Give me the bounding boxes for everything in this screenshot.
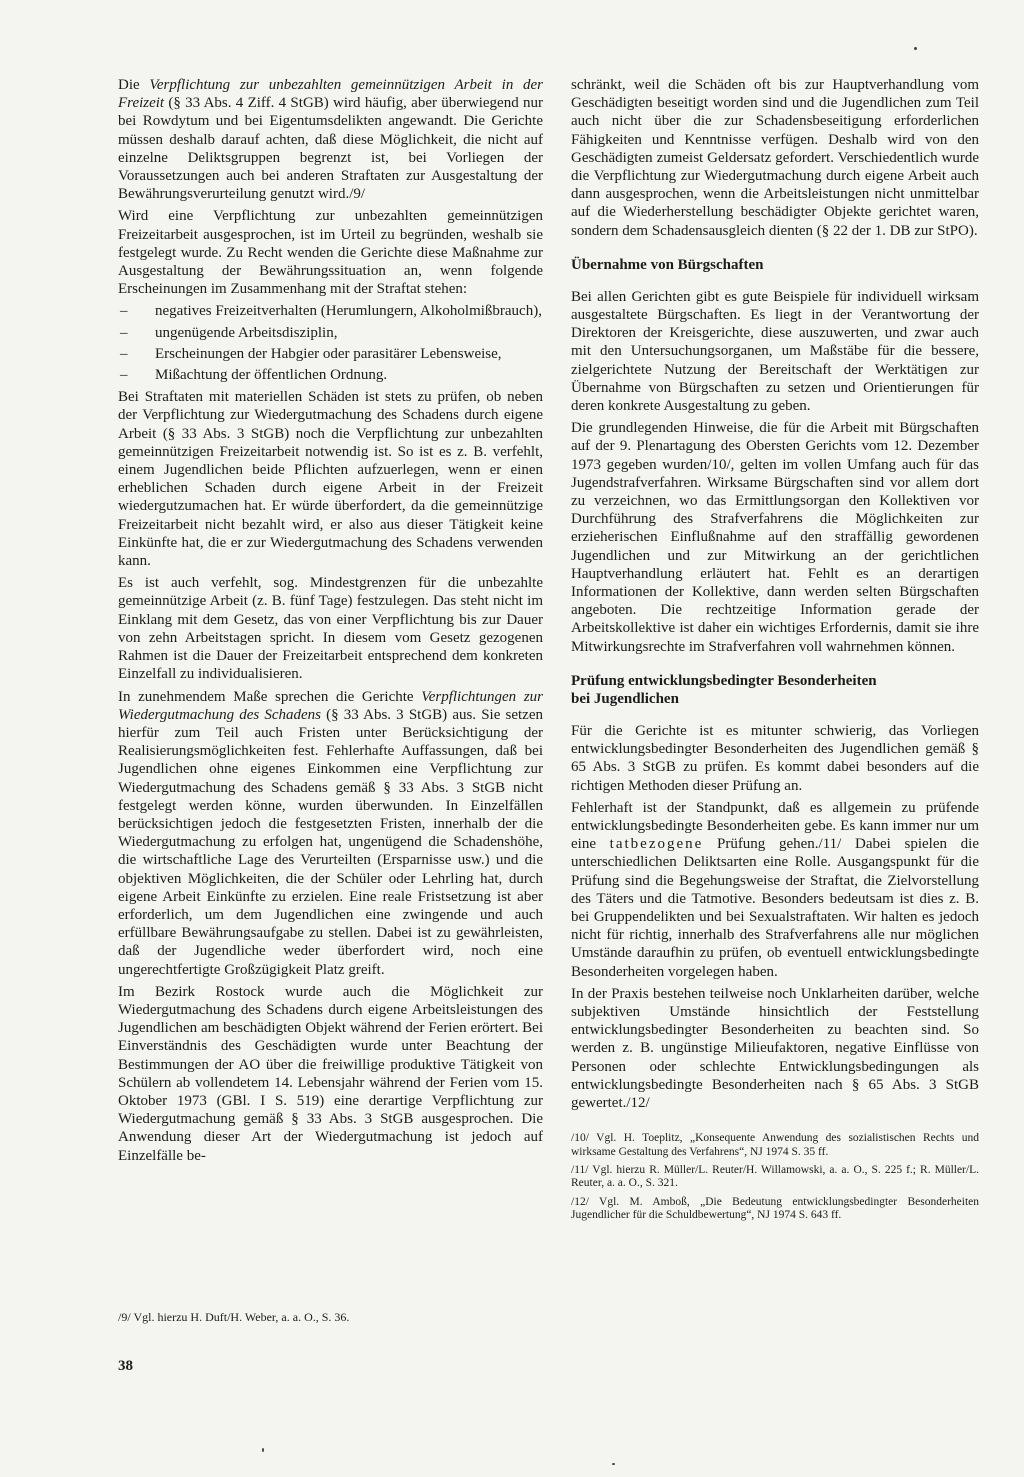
paragraph: Für die Gerichte ist es mitunter schwierig, das Vorliegen entwicklungsbedingter Besonderheiten des Jugendlichen gemäß § 65 Abs. 3 StGB zu prüfen. Es kommt dabei besonders auf die richtigen Methoden dieser Prüfung an. <box>571 722 979 794</box>
paragraph: Die Verpflichtung zur unbezahlten gemeinnützigen Arbeit in der Freizeit (§ 33 Abs. 4 Ziff. 4 StGB) wird häufig, aber überwiegend nur bei Rowdytum und bei Eigentumsdelikten angewandt. Die Gerichte müssen deshalb darauf achten, daß diese Möglichkeit, die nicht auf einzelne Deliktsgruppen begrenzt ist, bei Vorliegen der Voraussetzungen auch bei anderen Straftaten zur Ausgestaltung der Bewährungsverurteilung genutzt wird./9/ <box>118 77 543 203</box>
list-item: – Erscheinungen der Habgier oder parasitärer Lebensweise, <box>120 345 502 362</box>
paragraph: Bei allen Gerichten gibt es gute Beispiele für individuell wirksam ausgestaltete Bürgschaften. Es liegt in der Verantwortung der Direktoren der Kreisgerichte, diese auszuwerten, und zwar auch mit den Untersuchungsorganen, um Maßstäbe für die bessere, zielgerichtete Nutzung der Bereitschaft der Werktätigen zur Übernahme von Bürgschaften zu setzen und Orientierungen für deren konkrete Ausgestaltung zu geben. <box>571 288 979 415</box>
paragraph: Es ist auch verfehlt, sog. Mindestgrenzen für die unbezahlte gemeinnützige Arbeit (z. B. fünf Tage) festzulegen. Das steht nicht im Einklang mit dem Gesetz, das von einer Verpflichtung bis zur Dauer von zehn Arbeitstagen spricht. In diesem vom Gesetz gezogenen Rahmen ist die Dauer der Freizeitarbeit entsprechend dem konkreten Einzelfall zu individualisieren. <box>118 575 543 683</box>
footnote-11: /11/ Vgl. hierzu R. Müller/L. Reuter/H. Willamowski, a. a. O., S. 225 f.; R. Müller/L. Reuter, a. a. O., S. 321. <box>571 1163 979 1190</box>
left-column <box>118 76 543 1169</box>
paragraph: schränkt, weil die Schäden oft bis zur Hauptverhandlung vom Geschädigten beseitigt worden sind und die Jugendlichen zum Teil auch nicht über die zur Schadensbeseitigung erforderlichen Fähigkeiten und Kenntnisse verfügen. Deshalb wird von den Geschädigten zumeist Geldersatz gefordert. Verschiedentlich wurde die Verpflichtung zur Wiedergutmachung durch eigene Arbeit auch dann ausgesprochen, wenn die Arbeitsleistungen nicht unmittelbar auf die Wiederherstellung beschädigter Objekte gerichtet waren, sondern dem Schadensausgleich dienten (§ 22 der 1. DB zur StPO). <box>571 77 979 239</box>
paragraph: Bei Straftaten mit materiellen Schäden ist stets zu prüfen, ob neben der Verpflichtung zur Wiedergutmachung des Schadens durch eigene Arbeit (§ 33 Abs. 3 StGB) noch die Verpflichtung zur unbezahlten gemeinnützigen Freizeitarbeit notwendig ist. So ist es z. B. verfehlt, einem Jugendlichen beide Pflichten aufzuerlegen, wenn er einen erheblichen Schaden durch eigene Arbeit in der Freizeit wiedergutzumachen hat. Er würde überfordert, da die gemeinnützige Freizeitarbeit nicht bezahlt wird, er also aus dieser Tätigkeit keine Einkünfte hat, die er zur Wiedergutmachung des Schadens verwenden kann. <box>118 389 543 570</box>
footnote-10: /10/ Vgl. H. Toeplitz, „Konsequente Anwendung des sozialistischen Rechts und wirksame Gestaltung des Verfahrens“, NJ 1974 S. 35 ff. <box>571 1132 979 1158</box>
scan-speck <box>262 1448 264 1452</box>
emphasis-text: Verpflichtung zur unbezahlten gemeinnützigen Arbeit in der Freizeit <box>118 77 543 112</box>
scan-speck <box>612 1463 615 1465</box>
dash-bullet: – <box>120 324 128 341</box>
page-number: 38 <box>118 1358 133 1374</box>
emphasis-text: Verpflichtungen zur Wiedergutmachung des Schadens <box>118 688 543 723</box>
paragraph: Die grundlegenden Hinweise, die für die Arbeit mit Bürgschaften auf der 9. Plenartagung des Obersten Gerichts vom 12. Dezember 1973 gegeben wurden/10/, gelten im vollen Umfang auch für das Jugendstrafverfahren. Wirksame Bürgschaften sind vor allem dort zu verzeichnen, wo das Ermittlungsorgan den Kollektiven vor Durchführung des Strafverfahrens die Möglichkeiten zur erzieherischen Einflußnahme auf den straffällig gewordenen Jugendlichen und zur Mitwirkung an der gerichtlichen Hauptverhandlung erläutert hat. Fehlt es an derartigen Informationen der Kollektive, dann werden selten Bürgschaften angeboten. Die rechtzeitige Information gerade der Arbeitskollektive ist daher ein wichtiges Erfordernis, damit sie ihre Mitwirkungsrechte im Strafverfahren voll wahrnehmen können. <box>571 420 979 655</box>
right-column <box>571 76 979 1228</box>
paragraph: In der Praxis bestehen teilweise noch Unklarheiten darüber, welche subjektiven Umstände hinsichtlich der Feststellung entwicklungsbedingter Besonderheiten zu beachten sind. So werden z. B. ungünstige Milieufaktoren, negative Einflüsse von Personen oder schlechte Entwicklungsbedingungen als entwicklungsbedingte Besonderheiten nach § 65 Abs. 3 StGB gewertet./12/ <box>571 985 979 1111</box>
paragraph: In zunehmendem Maße sprechen die Gerichte Verpflichtungen zur Wiedergutmachung des Schadens (§ 33 Abs. 3 StGB) aus. Sie setzen hierfür zum Teil auch Fristen unter Berücksichtigung der Realisierungsmöglichkeiten fest. Fehlerhafte Auffassungen, daß bei Jugendlichen ohne eigenes Einkommen eine Verpflichtung zur Wiedergutmachung des Schadens gemäß § 33 Abs. 3 StGB nicht festgelegt werden könne, wurden überwunden. In Einzelfällen berücksichtigen jedoch die festgesetzten Fristen, innerhalb der die Wiedergutmachung zu erfolgen hat, ungenügend die Schadenshöhe, die wirtschaftliche Lage des Verurteilten (Ersparnisse usw.) und die objektiven Möglichkeiten, die der Schüler oder Lehrling hat, durch eigene Arbeit Einkünfte zu erzielen. Eine reale Fristsetzung ist aber erforderlich, um dem Jugendlichen eine zwingende und auch erfüllbare Bewährungsaufgabe zu stellen. Dabei ist zu gewährleisten, daß der Jugendliche weder überfordert wird, noch eine ungerechtfertigte Großzügigkeit Platz greift. <box>118 688 543 978</box>
scan-speck <box>914 47 917 50</box>
list-item: – ungenügende Arbeitsdisziplin, <box>120 324 338 341</box>
footnote-9: /9/ Vgl. hierzu H. Duft/H. Weber, a. a. O., S. 36. <box>118 1310 350 1324</box>
section-heading-besonderheiten: Prüfung entwicklungsbedingter Besonderheiten bei Jugendlichen <box>571 672 877 707</box>
footnote-12: /12/ Vgl. M. Amboß, „Die Bedeutung entwicklungsbedingter Besonderheiten Jugendlicher für die Schuldbewertung“, NJ 1974 S. 643 ff. <box>571 1195 979 1222</box>
dash-bullet: – <box>120 303 128 320</box>
dash-bullet: – <box>120 367 128 384</box>
section-heading-buergschaften: Übernahme von Bürgschaften <box>571 256 764 273</box>
spaced-emphasis: tatbezogene <box>609 836 704 853</box>
paragraph: Wird eine Verpflichtung zur unbezahlten gemeinnützigen Freizeitarbeit ausgesprochen, ist im Urteil zu begründen, weshalb sie festgelegt wurde. Zu Recht wenden die Gerichte diese Maßnahme zur Ausgestaltung der Bewährungssituation an, wenn folgende Erscheinungen im Zusammenhang mit der Straftat stehen: <box>118 208 543 298</box>
list-item: – negatives Freizeitverhalten (Herumlungern, Alkoholmißbrauch), <box>120 303 542 320</box>
paragraph: Fehlerhaft ist der Standpunkt, daß es allgemein zu prüfende entwicklungsbedingte Besonderheiten gebe. Es kann immer nur um eine tatbezogene Prüfung gehen./11/ Dabei spielen die unterschiedlichen Deliktsarten eine Rolle. Ausgangspunkt für die Prüfung sind die Begehungsweise der Straftat, die Zielvorstellung des Täters und die Tatmotive. Besonders bedeutsam ist dies z. B. bei Gruppendelikten und bei Sexualstraftaten. Wir halten es jedoch nicht für richtig, innerhalb des Strafverfahrens alle nur möglichen Umstände daraufhin zu prüfen, ob eventuell entwicklungsbedingte Besonderheiten vorgelegen haben. <box>571 799 979 980</box>
dash-bullet: – <box>120 345 128 362</box>
list-item: – Mißachtung der öffentlichen Ordnung. <box>120 367 388 384</box>
dash-list <box>118 302 543 384</box>
paragraph: Im Bezirk Rostock wurde auch die Möglichkeit zur Wiedergutmachung des Schadens durch eigene Arbeitsleistungen des Jugendlichen am beschädigten Objekt während der Ferien erörtert. Bei Einverständnis des Geschädigten wurde unter Beachtung der Bestimmungen der AO über die freiwillige produktive Tätigkeit von Schülern ab vollendetem 14. Lebensjahr während der Ferien vom 15. Oktober 1973 (GBl. I S. 519) eine derartige Verpflichtung zur Wiedergutmachung gemäß § 33 Abs. 3 StGB ausgesprochen. Die Anwendung dieser Art der Wiedergutmachung ist jedoch auf Einzelfälle be- <box>118 983 543 1164</box>
